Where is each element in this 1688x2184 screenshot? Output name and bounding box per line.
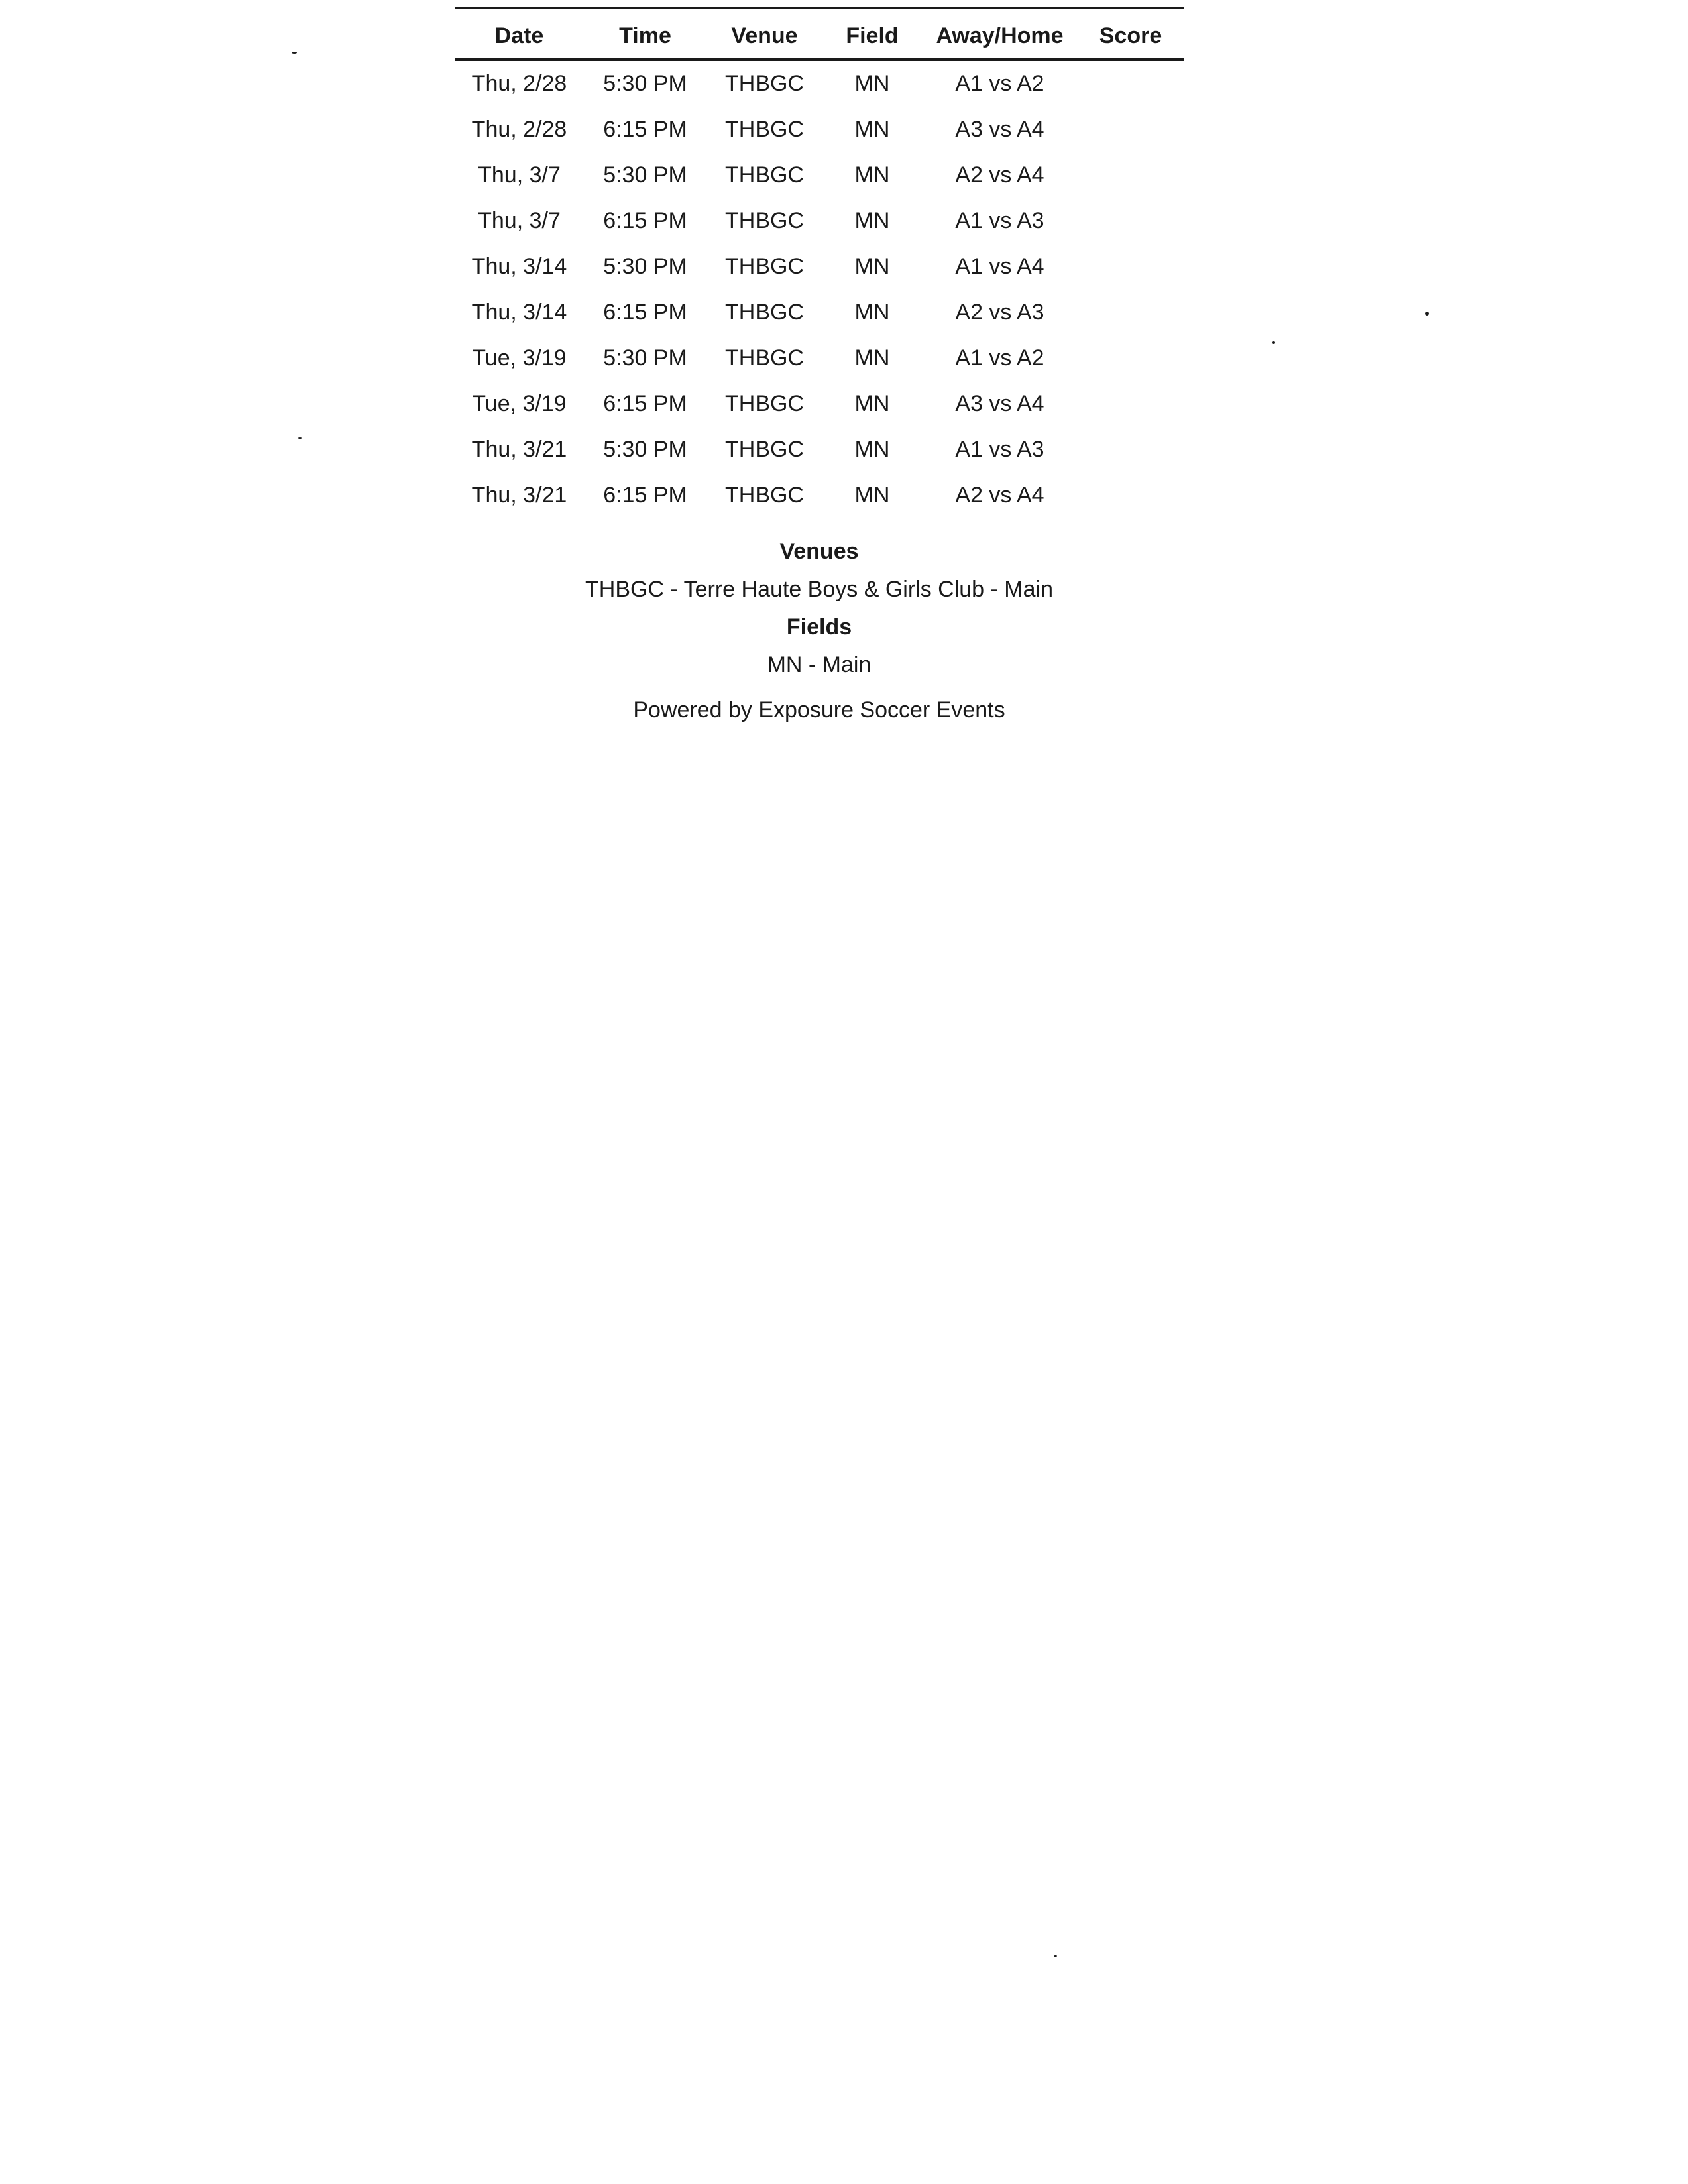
schedule-footer [455,533,1184,729]
cell-score [1078,335,1184,381]
cell-time: 5:30 PM [603,437,687,462]
table-row [455,198,1184,244]
header-score: Score [1078,9,1184,60]
schedule-table [455,9,1184,518]
cell-matchup: A1 vs A4 [955,254,1044,279]
cell-date: Thu, 2/28 [471,71,567,96]
cell-date: Thu, 2/28 [471,117,567,142]
scan-speck [1425,312,1429,316]
scan-speck [1272,341,1275,344]
cell-field: MN [854,345,890,371]
cell-matchup: A1 vs A3 [955,437,1044,462]
cell-matchup: A1 vs A2 [955,71,1044,96]
venue-entry: THBGC - Terre Haute Boys & Girls Club - Main [585,577,1053,602]
venues-heading: Venues [779,539,859,564]
cell-date: Thu, 3/14 [471,300,567,325]
table-row [455,473,1184,518]
cell-time: 6:15 PM [603,391,687,416]
cell-date: Tue, 3/19 [472,345,567,371]
scan-speck [292,52,297,54]
table-row [455,60,1184,107]
cell-matchup: A3 vs A4 [955,117,1044,142]
cell-score [1078,244,1184,290]
cell-venue: THBGC [725,208,804,233]
table-row [455,381,1184,427]
cell-score [1078,381,1184,427]
fields-heading: Fields [786,614,852,640]
cell-venue: THBGC [725,300,804,325]
cell-field: MN [854,437,890,462]
cell-date: Tue, 3/19 [472,391,567,416]
cell-date: Thu, 3/21 [471,483,567,508]
cell-time: 5:30 PM [603,162,687,188]
cell-date: Thu, 3/21 [471,437,567,462]
cell-time: 6:15 PM [603,483,687,508]
cell-date: Thu, 3/7 [478,162,561,188]
cell-time: 6:15 PM [603,117,687,142]
cell-field: MN [854,162,890,188]
cell-score [1078,152,1184,198]
table-row [455,152,1184,198]
cell-field: MN [854,117,890,142]
cell-field: MN [854,71,890,96]
cell-venue: THBGC [725,391,804,416]
cell-matchup: A2 vs A3 [955,300,1044,325]
table-row [455,335,1184,381]
cell-field: MN [854,483,890,508]
cell-score [1078,290,1184,335]
cell-time: 6:15 PM [603,208,687,233]
cell-field: MN [854,300,890,325]
cell-score [1078,60,1184,107]
cell-score [1078,198,1184,244]
table-row [455,427,1184,473]
cell-venue: THBGC [725,117,804,142]
scan-speck [298,437,302,439]
cell-date: Thu, 3/14 [471,254,567,279]
cell-time: 5:30 PM [603,254,687,279]
powered-by-text: Powered by Exposure Soccer Events [633,697,1005,722]
cell-matchup: A3 vs A4 [955,391,1044,416]
cell-venue: THBGC [725,345,804,371]
cell-matchup: A2 vs A4 [955,162,1044,188]
scan-speck [1054,1955,1057,1957]
cell-venue: THBGC [725,71,804,96]
cell-matchup: A1 vs A3 [955,208,1044,233]
cell-matchup: A1 vs A2 [955,345,1044,371]
cell-score [1078,473,1184,518]
cell-field: MN [854,391,890,416]
header-row [455,9,1184,60]
header-time: Time [584,9,706,60]
cell-venue: THBGC [725,437,804,462]
cell-date: Thu, 3/7 [478,208,561,233]
cell-time: 6:15 PM [603,300,687,325]
cell-venue: THBGC [725,162,804,188]
field-entry: MN - Main [767,652,872,677]
header-field: Field [822,9,922,60]
cell-time: 5:30 PM [603,71,687,96]
cell-score [1078,427,1184,473]
cell-score [1078,107,1184,152]
table-row [455,244,1184,290]
table-row [455,107,1184,152]
header-venue: Venue [706,9,822,60]
header-away-home: Away/Home [922,9,1078,60]
table-row [455,290,1184,335]
cell-field: MN [854,208,890,233]
cell-venue: THBGC [725,254,804,279]
schedule-sheet [455,7,1184,729]
cell-field: MN [854,254,890,279]
header-date: Date [455,9,584,60]
cell-matchup: A2 vs A4 [955,483,1044,508]
cell-venue: THBGC [725,483,804,508]
cell-time: 5:30 PM [603,345,687,371]
